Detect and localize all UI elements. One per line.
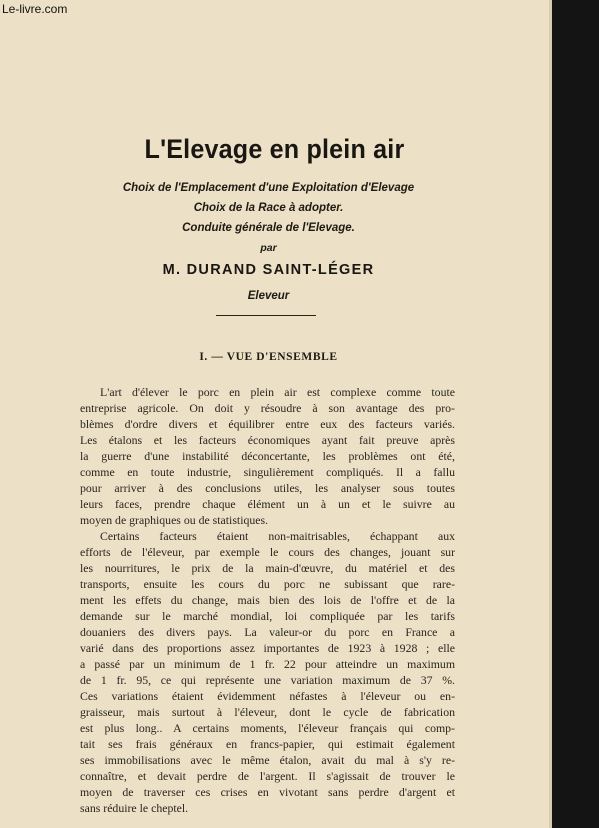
body-line: varié dans des proportions assez importantes de 1923 à 1928 ; elle [80,641,455,655]
body-line: pour arriver à des conclusions utiles, les analyser sous toutes [80,481,455,495]
body-line: efforts de l'éleveur, par exemple le cours des changes, jouant sur [80,545,455,559]
body-line: les nourritures, le prix de la main-d'œuvre, du matériel et des [80,561,455,575]
body-line: douaniers des divers pays. La valeur-or du porc en France a [80,625,455,639]
page-edge-sliver [549,0,552,828]
body-line: Certains facteurs étaient non-maitrisables, échappant aux [100,529,455,543]
body-line: Les étalons et les facteurs économiques ayant fait preuve après [80,433,455,447]
body-line: demande sur le marché mondial, loi compliquée par les tarifs [80,609,455,623]
body-line: tait ses frais généraux en francs-papier, qui estimait également [80,737,455,751]
body-line: entreprise agricole. On doit y résoudre à son avantage des pro- [80,401,455,415]
body-line: de 1 fr. 95, ce qui représente une variation maximum de 37 %. [80,673,455,687]
body-line: moyen de traverser ces crises en vivotant sans perdre d'argent et [80,785,455,799]
body-line: ment les effets du change, mais bien des lois de l'offre et de la [80,593,455,607]
body-line: ses immobilisations avec le même étalon, avait du mal à s'y re- [80,753,455,767]
body-line: Ces variations étaient évidemment néfastes à l'éleveur ou en- [80,689,455,703]
body-line: leurs faces, prendre chaque élément un à un et le suivre au [80,497,455,511]
body-line: comme en toute industrie, singulièrement compliqués. Il a fallu [80,465,455,479]
body-line: est plus long.. A certains moments, l'éleveur français qui comp- [80,721,455,735]
section-heading: I. — VUE D'ENSEMBLE [199,351,338,363]
body-line: connaître, et devait perdre de l'argent. Il s'agissait de trouver le [80,769,455,783]
body-line: la guerre d'une instabilité déconcertante, les problèmes ont été, [80,449,455,463]
body-line: graisseur, mais surtout à l'éleveur, dont le cycle de fabrication [80,705,455,719]
watermark-text: Le-livre.com [2,2,68,16]
body-line: transports, ensuite les cours du porc ne subissant que rare- [80,577,455,591]
body-line: moyen de graphiques ou de statistiques. [80,513,269,527]
author-role: Eleveur [247,290,290,302]
title-divider [216,315,316,316]
subtitle-line: Choix de la Race à adopter. [193,202,344,214]
body-line: a passé par un minimum de 1 fr. 22 pour atteindre un maximum [80,657,455,671]
dark-page-edge [549,0,599,828]
page-title: L'Elevage en plein air [144,134,405,164]
author-name: M. DURAND SAINT-LÉGER [162,262,375,278]
body-line: blèmes d'ordre divers et équilibrer entre eux des facteurs variés. [80,417,455,431]
subtitle-line: Conduite générale de l'Elevage. [182,222,355,234]
body-line: L'art d'élever le porc en plein air est complexe comme toute [100,385,455,399]
subtitle-line: Choix de l'Emplacement d'une Exploitation d'Elevage [122,182,415,194]
byline-par: par [260,242,277,254]
body-line: sans réduire le cheptel. [80,801,189,815]
